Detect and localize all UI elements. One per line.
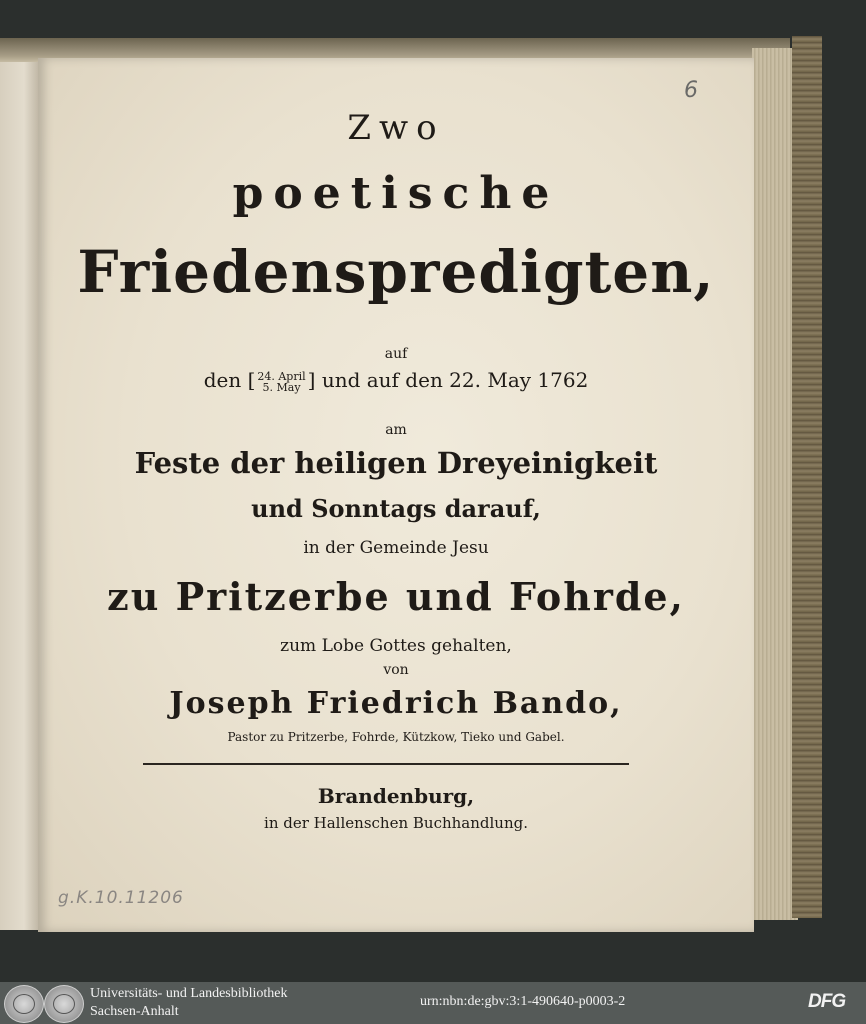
publisher-name: in der Hallenschen Buchhandlung. [264, 814, 528, 832]
pencil-page-number: 6 [684, 78, 698, 103]
book-spine [792, 36, 822, 918]
date-line-prefix: den [ [203, 368, 256, 392]
date-top: 24. April [257, 369, 306, 383]
title-line-lobe: zum Lobe Gottes gehalten, [280, 636, 512, 656]
library-name-line1: Universitäts- und Landesbibliothek [90, 986, 288, 1001]
library-name-line2: Sachsen-Anhalt [90, 1004, 179, 1019]
date-bracket [257, 371, 305, 393]
title-line-sonntags: und Sonntags darauf, [251, 494, 541, 523]
publisher-city: Brandenburg, [317, 784, 475, 808]
urn-identifier[interactable]: urn:nbn:de:gbv:3:1-490640-p0003-2 [420, 994, 626, 1009]
dfg-logo[interactable]: DFG [808, 991, 846, 1012]
title-line-zwo: Zwo [347, 108, 445, 148]
left-page-edge [0, 62, 40, 930]
title-line-von: von [383, 662, 409, 678]
date-line-suffix: ] und auf den 22. May 1762 [307, 368, 589, 392]
date-line [38, 368, 754, 393]
divider-rule [143, 763, 629, 765]
main-title: Friedenspredigten, [77, 238, 715, 306]
title-line-am: am [385, 422, 407, 438]
title-line-auf: auf [384, 346, 408, 362]
footer-bar [0, 982, 866, 1024]
author-name: Joseph Friedrich Bando, [169, 686, 623, 721]
title-line-feste: Feste der heiligen Dreyeinigkeit [134, 446, 658, 480]
library-seal-icon-2 [44, 985, 84, 1023]
title-line-places: zu Pritzerbe und Fohrde, [107, 574, 685, 619]
library-name[interactable] [90, 985, 288, 1021]
title-line-gemeinde: in der Gemeinde Jesu [303, 538, 489, 558]
library-seal-icon [4, 985, 44, 1023]
date-bottom: 5. May [262, 380, 301, 394]
pencil-shelfmark: g.K.10.11206 [58, 888, 184, 908]
author-position: Pastor zu Pritzerbe, Fohrde, Kützkow, Tieko und Gabel. [227, 730, 565, 744]
title-line-poetische: poetische [232, 168, 560, 219]
